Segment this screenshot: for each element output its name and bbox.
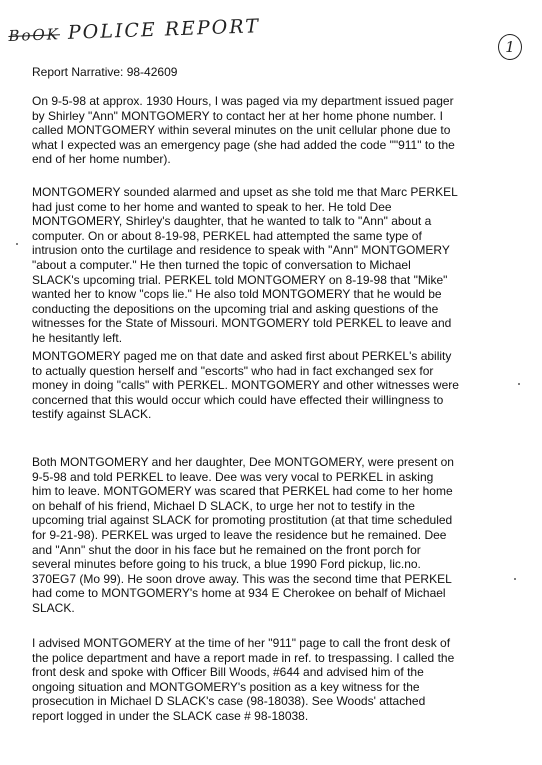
paragraph-line: MONTGOMERY paged me on that date and asked first about PERKEL's ability — [32, 349, 452, 363]
scan-speck — [514, 578, 516, 580]
paragraph-line: prosecution in Michael D SLACK's case (98-18038). See Woods' attached — [32, 694, 426, 709]
paragraph-line: testify against SLACK. — [32, 407, 152, 422]
paragraph-line: "about a computer." He then turned the topic of conversation to Michael — [32, 257, 411, 272]
narrative-paragraph-2 — [32, 185, 518, 346]
paragraph-line: money in doing "calls" with PERKEL. MONTGOMERY and other witnesses were — [32, 378, 459, 393]
paragraph-line: Both MONTGOMERY and her daughter, Dee MONTGOMERY, were present on — [32, 455, 454, 469]
paragraph-line: several minutes before going to his truck, a blue 1990 Ford pickup, lic.no. — [32, 557, 421, 572]
paragraph-line: to actually question herself and "escorts" who had in fact exchanged sex for — [32, 363, 434, 378]
paragraph-line: On 9-5-98 at approx. 1930 Hours, I was paged via my department issued pager — [32, 94, 454, 108]
paragraph-line: intrusion onto the curtilage and residence to speak with "Ann" MONTGOMERY — [32, 243, 450, 258]
paragraph-line: front desk and spoke with Officer Bill Woods, #644 and advised him of the — [32, 665, 424, 680]
paragraph-line: upcoming trial against SLACK for promoting prostitution (at that time scheduled — [32, 513, 453, 528]
paragraph-line: 370EG7 (Mo 99). He soon drove away. This was the second time that PERKEL — [32, 571, 452, 586]
paragraph-line: end of her home number). — [32, 152, 171, 167]
paragraph-line: on behalf of his friend, Michael D SLACK, to urge her not to testify in the — [32, 498, 415, 513]
narrative-paragraph-4 — [32, 455, 518, 616]
paragraph-line: he hesitantly left. — [32, 330, 123, 345]
paragraph-line: witnesses for the State of Missouri. MONTGOMERY told PERKEL to leave and — [32, 316, 452, 331]
struck-out-word: BoOK — [8, 25, 61, 45]
scan-speck — [518, 383, 520, 385]
paragraph-line: wanted her to know "cops lie." He also told MONTGOMERY that he would be — [32, 287, 442, 302]
paragraph-line: conducting the depositions on the upcoming trial and asking questions of the — [32, 301, 439, 316]
paragraph-line: report logged in under the SLACK case # 98-18038. — [32, 708, 309, 723]
paragraph-line: computer. On or about 8-19-98, PERKEL had attempted the same type of — [32, 228, 422, 243]
scan-speck — [16, 243, 18, 245]
narrative-paragraph-1 — [32, 94, 518, 167]
paragraph-line: called MONTGOMERY within several minutes on the unit cellular phone due to — [32, 123, 451, 138]
narrative-paragraph-5 — [32, 636, 518, 724]
paragraph-line: SLACK's upcoming trial. PERKEL told MONTGOMERY on 8-19-98 that "Mike" — [32, 272, 448, 287]
narrative-paragraph-3 — [32, 349, 518, 422]
paragraph-line: by Shirley "Ann" MONTGOMERY to contact her at her home phone number. I — [32, 108, 443, 123]
paragraph-line: what I expected was an emergency page (she had added the code ""911" to the — [32, 137, 455, 152]
paragraph-line: him to leave. MONTGOMERY was scared that PERKEL had come to her home — [32, 484, 453, 499]
paragraph-line: ongoing situation and MONTGOMERY's position as a key witness for the — [32, 679, 420, 694]
paragraph-line: MONTGOMERY, Shirley's daughter, that he wanted to talk to "Ann" about a — [32, 214, 432, 229]
paragraph-line: for 9-21-98). PERKEL was urged to leave the residence but he remained. Dee — [32, 527, 447, 542]
paragraph-line: MONTGOMERY sounded alarmed and upset as she told me that Marc PERKEL — [32, 185, 458, 199]
paragraph-line: I advised MONTGOMERY at the time of her "911" page to call the front desk of — [32, 636, 451, 650]
paragraph-line: and "Ann" shut the door in his face but he remained on the front porch for — [32, 542, 421, 557]
page-number-circle: 1 — [498, 34, 522, 60]
paragraph-line: had just come to her home and wanted to speak to her. He told Dee — [32, 199, 392, 214]
report-narrative-number: Report Narrative: 98-42609 — [32, 65, 178, 79]
paragraph-line: had come to MONTGOMERY's home at 934 E Cherokee on behalf of Michael — [32, 586, 446, 601]
paragraph-line: concerned that this would occur which could have effected their willingness to — [32, 392, 444, 407]
report-title: POLICE REPORT — [67, 15, 261, 44]
paragraph-line: 9-5-98 and told PERKEL to leave. Dee was very vocal to PERKEL in asking — [32, 469, 434, 484]
paragraph-line: the police department and have a report made in ref. to trespassing. I called the — [32, 650, 455, 665]
paragraph-line: SLACK. — [32, 600, 75, 615]
handwritten-title — [8, 15, 260, 46]
